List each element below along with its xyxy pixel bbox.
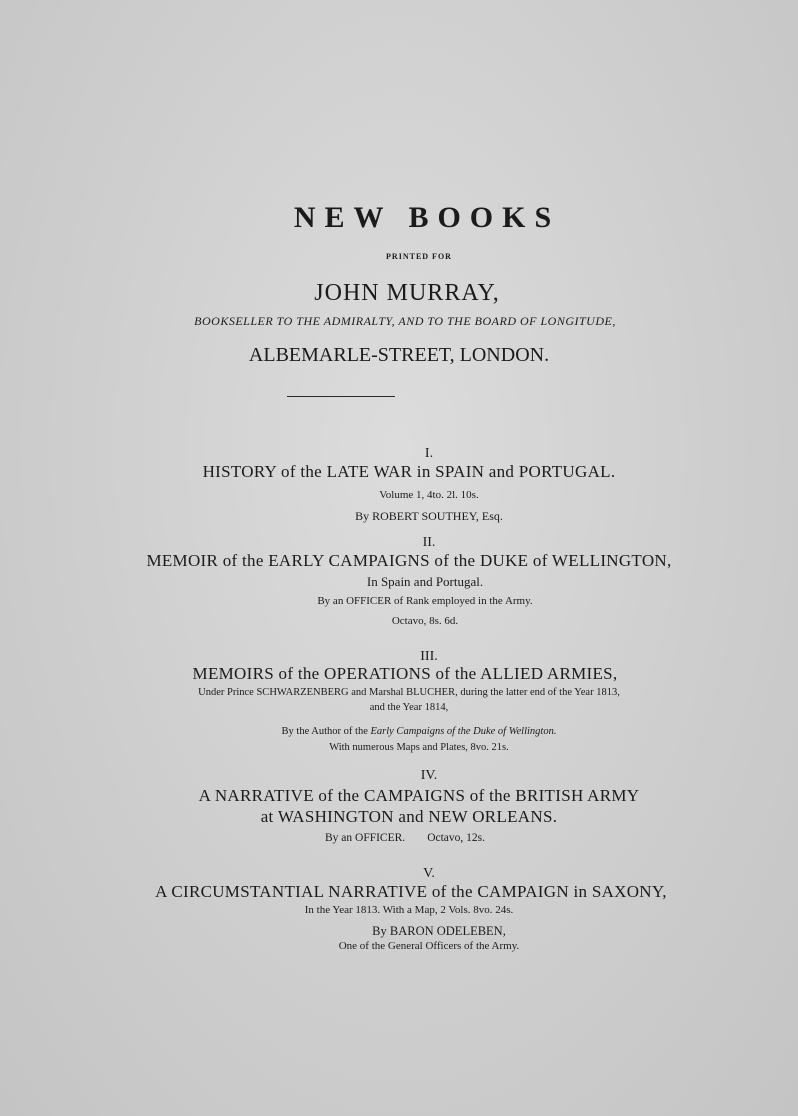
book-number: III. — [420, 649, 438, 664]
book-subtitle: Under Prince SCHWARZENBERG and Marshal BLUCHER, during the latter end of the Year 1813, — [198, 687, 620, 698]
book-details: In the Year 1813. With a Map, 2 Vols. 8vo. 24s. — [304, 904, 514, 916]
book-number: I. — [424, 446, 434, 461]
book-title: A NARRATIVE of the CAMPAIGNS of the BRITISH ARMY — [198, 786, 640, 805]
publisher-name: JOHN MURRAY, — [314, 280, 500, 306]
book-author: By an OFFICER of Rank employed in the Army. — [317, 595, 533, 607]
page-title: NEW BOOKS — [293, 201, 561, 234]
book-author: By BARON ODELEBEN, — [372, 924, 506, 938]
author-work: Early Campaigns of the Duke of Wellington. — [370, 726, 557, 737]
book-author: By ROBERT SOUTHEY, Esq. — [355, 509, 503, 523]
book-number: IV. — [420, 768, 438, 783]
book-volume: Volume 1, 4to. 2l. 10s. — [379, 489, 479, 501]
book-price: Octavo, 12s. — [427, 832, 485, 844]
printed-for-label: PRINTED FOR — [386, 252, 452, 261]
book-title: MEMOIRS of the OPERATIONS of the ALLIED ARMIES, — [192, 664, 618, 683]
book-price: Octavo, 8s. 6d. — [391, 615, 459, 627]
book-details: With numerous Maps and Plates, 8vo. 21s. — [329, 742, 509, 753]
bookseller-line: BOOKSELLER TO THE ADMIRALTY, AND TO THE BOARD OF LONGITUDE, — [194, 314, 616, 328]
publisher-address: ALBEMARLE-STREET, LONDON. — [248, 344, 550, 366]
book-author — [0, 727, 798, 738]
book-subtitle: at WASHINGTON and NEW ORLEANS. — [260, 807, 558, 826]
book-subtitle: and the Year 1814, — [369, 702, 449, 713]
book-title: HISTORY of the LATE WAR in SPAIN and PORTUGAL. — [202, 462, 616, 481]
book-number: V. — [423, 866, 435, 881]
book-author: By an OFFICER. — [324, 832, 406, 844]
book-title: A CIRCUMSTANTIAL NARRATIVE of the CAMPAIGN in SAXONY, — [155, 882, 667, 901]
author-prefix: By the Author of the — [281, 726, 368, 737]
book-subtitle: In Spain and Portugal. — [366, 574, 484, 589]
book-author-line — [0, 833, 798, 845]
author-role: One of the General Officers of the Army. — [338, 940, 520, 952]
divider-rule — [287, 396, 395, 397]
book-title: MEMOIR of the EARLY CAMPAIGNS of the DUKE of WELLINGTON, — [146, 551, 672, 570]
book-number: II. — [422, 535, 436, 550]
